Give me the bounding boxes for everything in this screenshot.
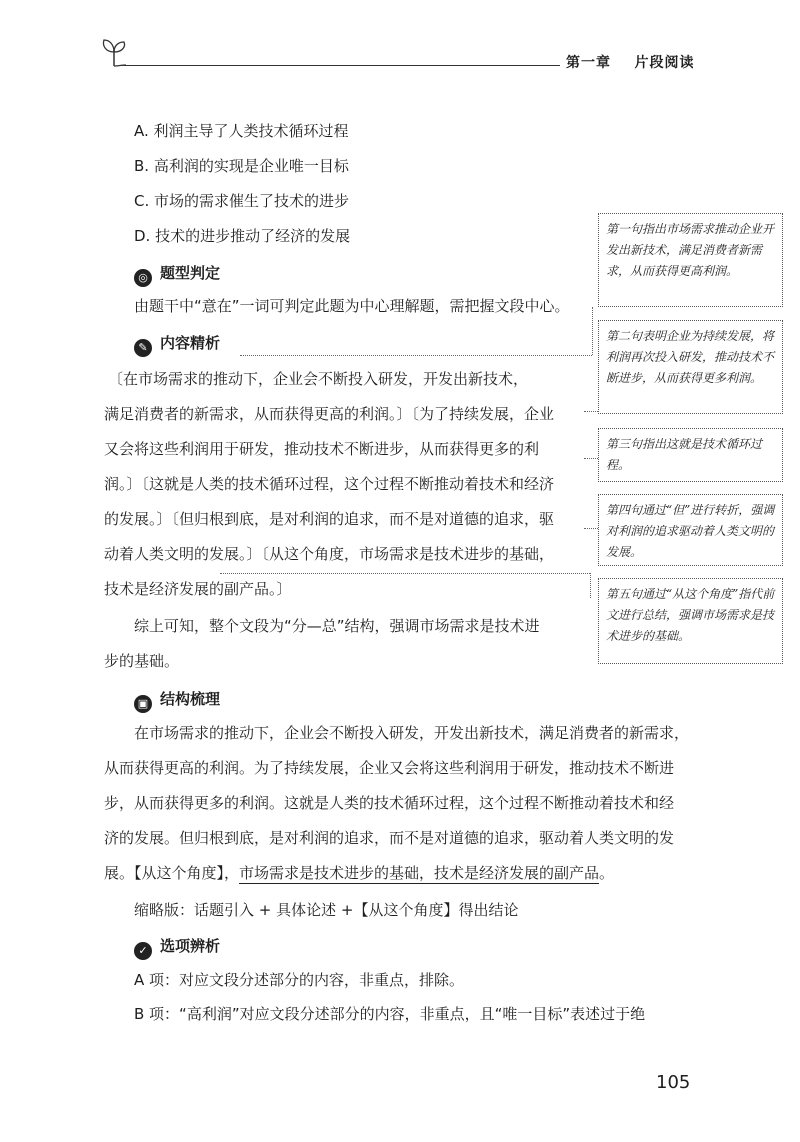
section-content-heading: ✎ 内容精析: [134, 332, 220, 357]
analysis-line: A 项：对应文段分述部分的内容，非重点，排除。: [134, 971, 465, 989]
emphasis-underline: 市场需求是技术进步的基础，技术是经济发展的副产品: [239, 864, 600, 882]
content-line: 〔在市场需求的推动下，企业会不断投入研发，开发出新技术，: [108, 370, 529, 388]
type-text: 由题干中“意在”一词可判定此题为中心理解题，需把握文段中心。: [134, 297, 570, 315]
pen-icon: ✎: [134, 339, 152, 357]
content-line: 技术是经济发展的副产品。〕: [104, 580, 292, 598]
option-c: C. 市场的需求催生了技术的进步: [134, 192, 350, 210]
connector-line: [220, 573, 590, 574]
summary-line: 综上可知，整个文段为“分—总”结构，强调市场需求是技术进: [134, 617, 540, 635]
side-note-3: 第三句指出这就是技术循环过程。: [598, 428, 783, 482]
structure-line: 济的发展。但归根到底，是对利润的追求，而不是对道德的追求，驱动着人类文明的发: [104, 829, 675, 847]
content-line: 满足消费者的新需求，从而获得更高的利润。〕〔为了持续发展，企业: [104, 405, 555, 423]
target-icon: ◎: [134, 269, 152, 287]
section-type-heading: ◎ 题型判定: [134, 262, 220, 287]
content-line: 又会将这些利润用于研发，推动技术不断进步，从而获得更多的利: [104, 440, 540, 458]
option-a: A. 利润主导了人类技术循环过程: [134, 122, 349, 140]
connector-line: [584, 411, 598, 412]
check-icon: ✓: [134, 942, 152, 960]
connector-line: [592, 307, 593, 355]
structure-line: 在市场需求的推动下，企业会不断投入研发，开发出新技术，满足消费者的新需求，: [134, 724, 690, 742]
option-d: D. 技术的进步推动了经济的发展: [134, 227, 351, 245]
connector-line: [590, 573, 591, 598]
chapter-title: 第一章 片段阅读: [566, 55, 695, 71]
connector-line: [584, 528, 598, 529]
section-analysis-heading: ✓ 选项辨析: [134, 935, 220, 960]
summary-line: 步的基础。: [104, 652, 180, 670]
brief-structure: 缩略版：话题引入 + 具体论述 +【从这个角度】得出结论: [134, 901, 519, 919]
connector-line: [240, 355, 592, 356]
content-line: 动着人类文明的发展。〕〔从这个角度，市场需求是技术进步的基础，: [104, 545, 555, 563]
structure-line: 步，从而获得更多的利润。这就是人类的技术循环过程，这个过程不断推动着技术和经: [104, 794, 675, 812]
header-rule: [120, 65, 560, 66]
side-note-1: 第一句指出市场需求推动企业开发出新技术，满足消费者新需求，从而获得更高利润。: [598, 213, 783, 307]
side-note-5: 第五句通过“从这个角度”指代前文进行总结，强调市场需求是技术进步的基础。: [598, 578, 783, 664]
side-note-2: 第二句表明企业为持续发展，将利润再次投入研发，推动技术不断进步，从而获得更多利润。: [598, 320, 783, 414]
structure-line-last: 展。【从这个角度】，市场需求是技术进步的基础，技术是经济发展的副产品。: [104, 864, 615, 882]
side-note-4: 第四句通过“但”进行转折，强调对利润的追求驱动着人类文明的发展。: [598, 494, 783, 566]
section-structure-heading: ▣ 结构梳理: [134, 688, 220, 713]
content-line: 润。〕〔这就是人类的技术循环过程，这个过程不断推动着技术和经济: [104, 475, 555, 493]
analysis-line: B 项：“高利润”对应文段分述部分的内容，非重点，且“唯一目标”表述过于绝: [134, 1005, 646, 1023]
structure-line: 从而获得更高的利润。为了持续发展，企业又会将这些利润用于研发，推动技术不断进: [104, 759, 675, 777]
connector-line: [584, 458, 598, 459]
option-b: B. 高利润的实现是企业唯一目标: [134, 157, 349, 175]
page-number: 105: [656, 1072, 691, 1093]
content-line: 的发展。〕〔但归根到底，是对利润的追求，而不是对道德的追求，驱: [104, 510, 555, 528]
structure-icon: ▣: [134, 695, 152, 713]
